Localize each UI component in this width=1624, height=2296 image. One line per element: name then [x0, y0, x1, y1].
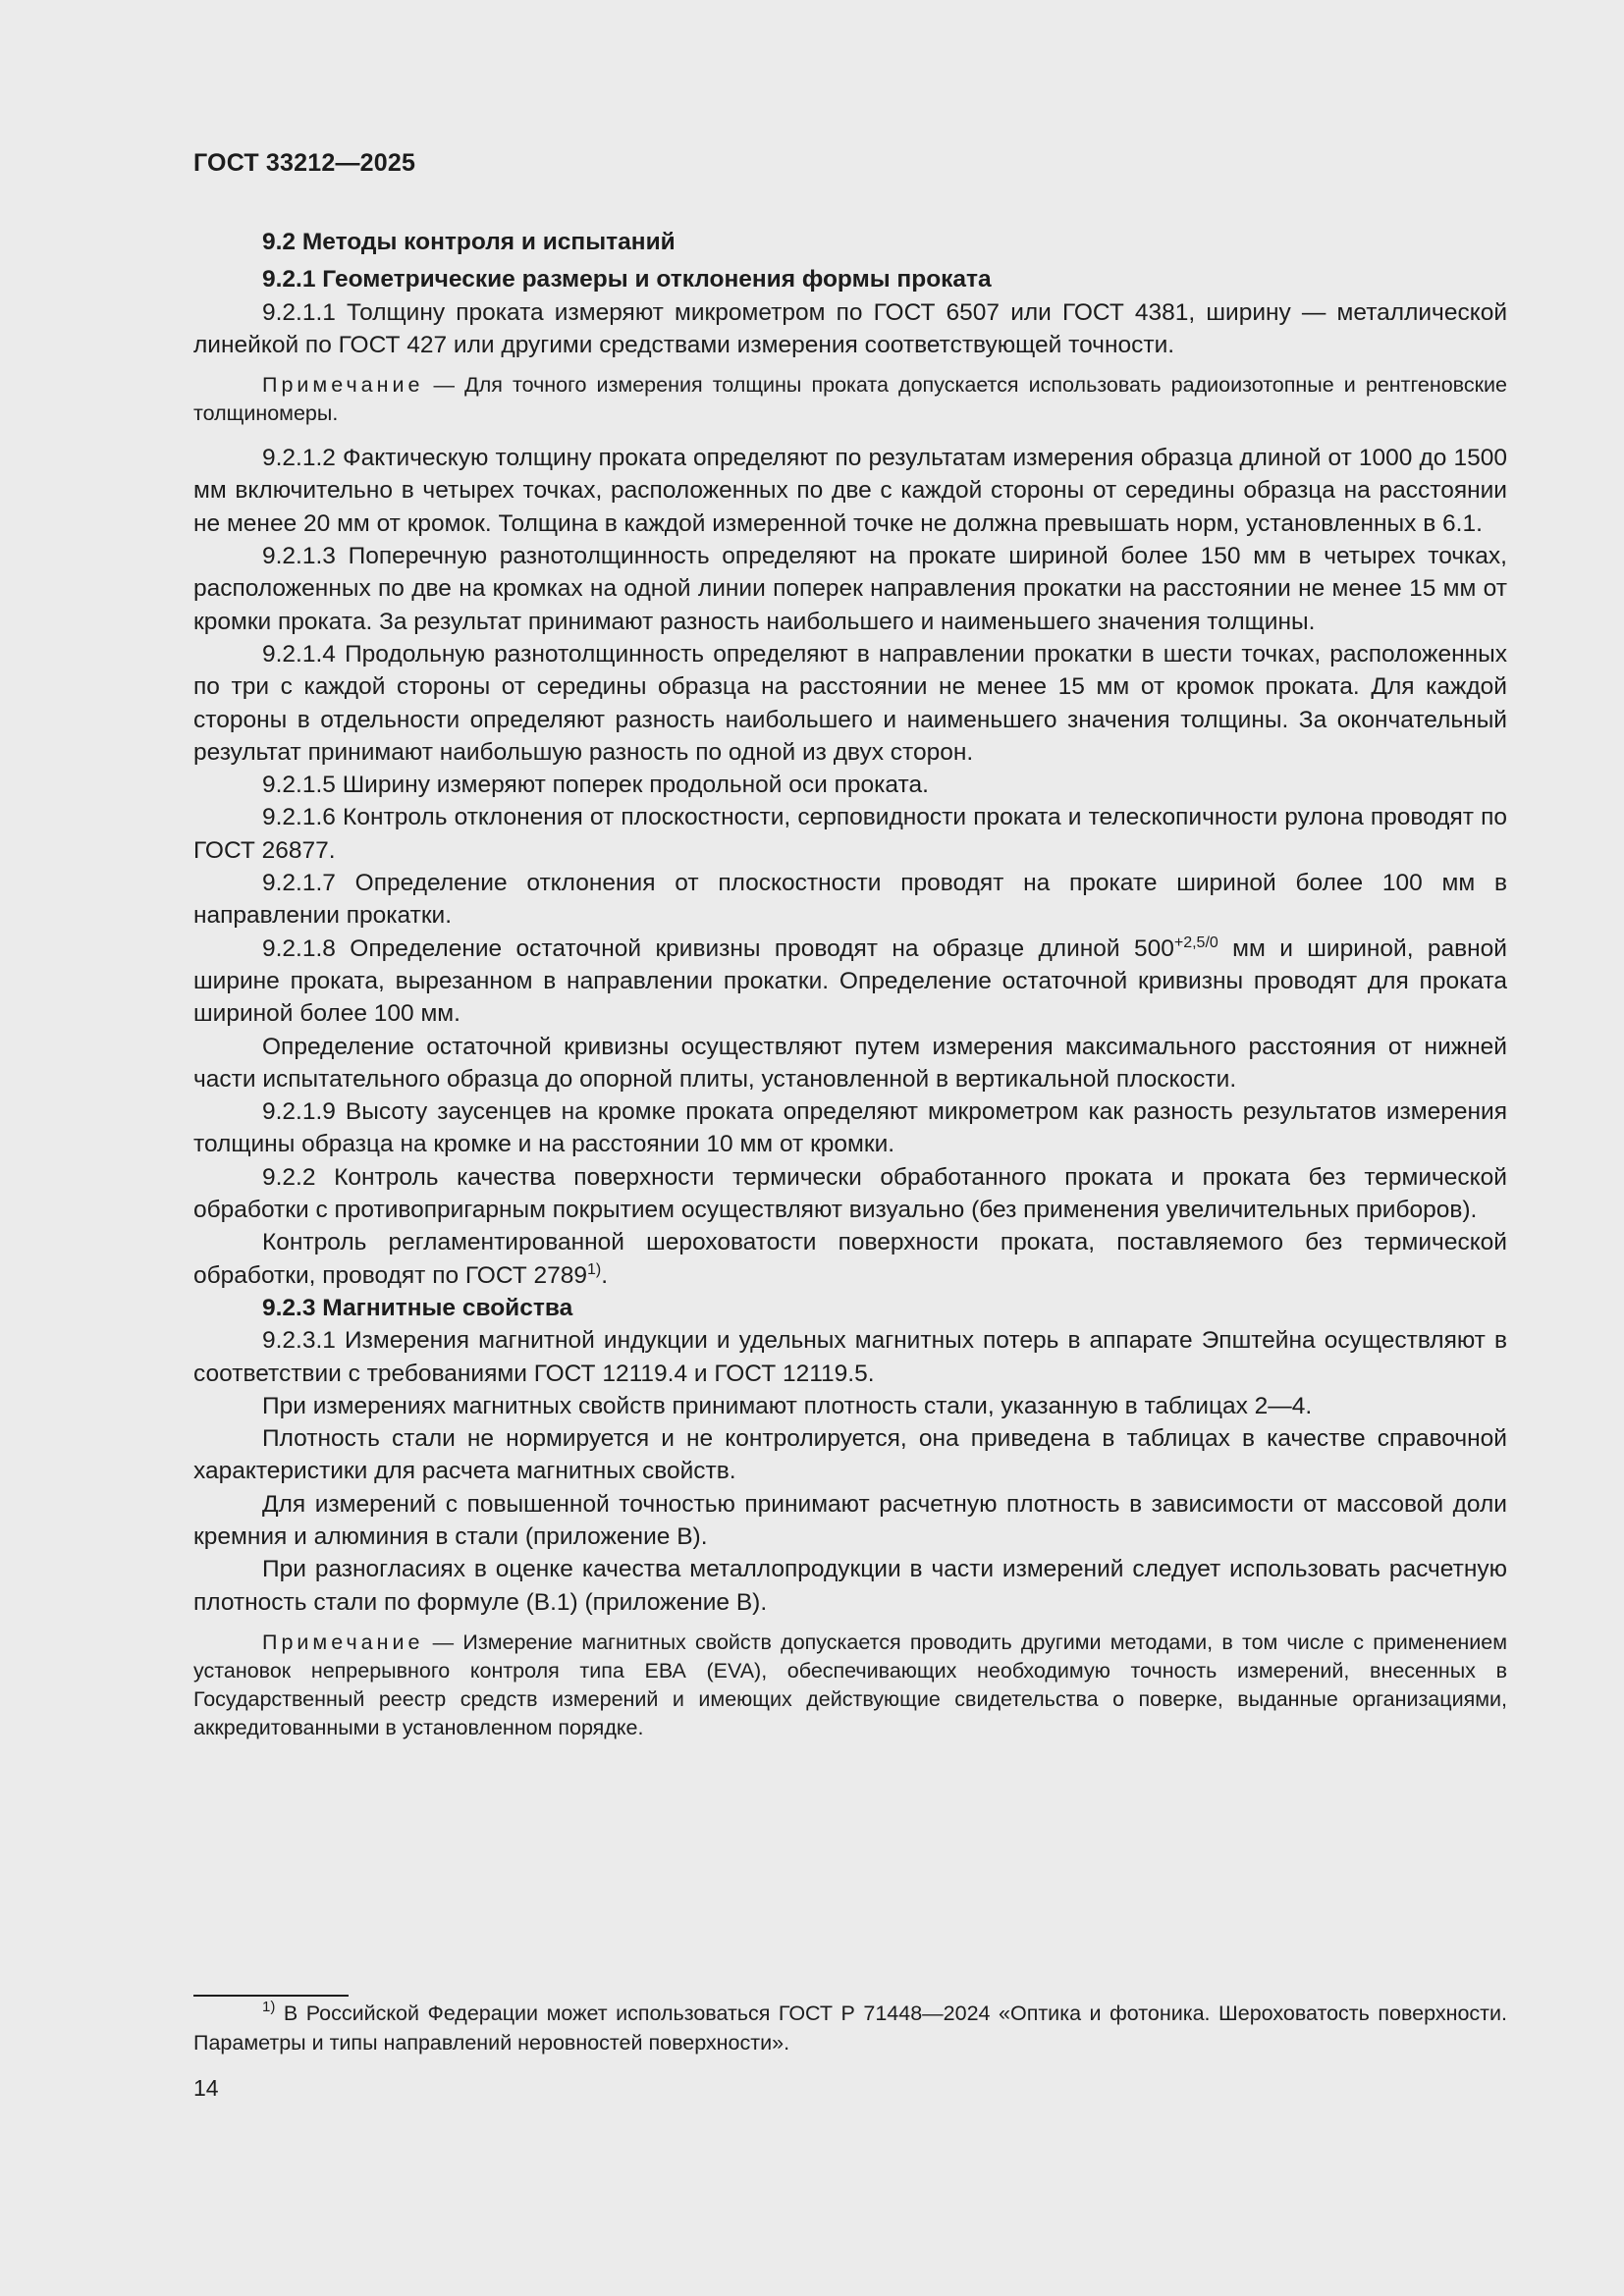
paragraph-9-2-2: 9.2.2 Контроль качества поверхности термически обработанного проката и проката без термической обработки с противопригарным покрытием осуществляют визуально (без применения увеличительных приборов).	[193, 1163, 1507, 1224]
paragraph-9-2-1-5: 9.2.1.5 Ширину измеряют поперек продольной оси проката.	[262, 772, 929, 799]
footnote-reference: 1)	[587, 1260, 602, 1278]
paragraph-9-2-1-8-end: мм и шириной, равной ширине проката, вырезанном в направлении прокатки. Определение остаточной кривизны проводят для проката шириной более 100 мм.	[193, 934, 1507, 1028]
paragraph-9-2-1-3: 9.2.1.3 Поперечную разнотолщинность определяют на прокате шириной более 150 мм в четырех точках, расположенных по две на кромках на одной линии поперек направления прокатки на расстоянии не менее 15 мм от кромки проката. За результат принимают разность наибольшего и наименьшего значения толщины.	[193, 543, 1507, 635]
paragraph-disagreements: При разногласиях в оценке качества металлопродукции в части измерений следует использовать расчетную плотность стали по формуле (В.1) (приложение В).	[193, 1556, 1507, 1616]
paragraph-9-2-1-6: 9.2.1.6 Контроль отклонения от плоскостности, серповидности проката и телескопичности рулона проводят по ГОСТ 26877.	[193, 804, 1507, 864]
paragraph-9-2-1-7: 9.2.1.7 Определение отклонения от плоскостности проводят на прокате шириной более 100 мм в направлении прокатки.	[193, 870, 1507, 930]
section-heading-9-2-1: 9.2.1 Геометрические размеры и отклонения формы проката	[262, 266, 992, 294]
paragraph-roughness-control	[193, 1226, 1507, 1292]
paragraph-9-2-1-2: 9.2.1.2 Фактическую толщину проката определяют по результатам измерения образца длиной от 1000 до 1500 мм включительно в четырех точках, расположенных по две с каждой стороны от середины образца на расстоянии не менее 20 мм от кромок. Толщина в каждой измеренной точке не должна превышать норм, установленных в 6.1.	[193, 445, 1507, 537]
page-number: 14	[193, 2075, 219, 2101]
section-heading-9-2: 9.2 Методы контроля и испытаний	[262, 229, 676, 255]
document-header: ГОСТ 33212—2025	[193, 149, 416, 177]
paragraph-9-2-1-8-start: 9.2.1.8 Определение остаточной кривизны проводят на образце длиной 500	[262, 934, 1174, 962]
paragraph-9-2-1-8	[193, 933, 1507, 1031]
note-label: Примечание	[262, 1629, 424, 1654]
paragraph-residual-curvature: Определение остаточной кривизны осуществляют путем измерения максимального расстояния от нижней части испытательного образца до опорной плиты, установленной в вертикальной плоскости.	[193, 1033, 1507, 1093]
note-magnetic-methods	[193, 1629, 1507, 1742]
note-dash: —	[423, 1629, 463, 1654]
footnote-marker: 1)	[262, 1999, 276, 2015]
footnote-separator	[193, 1995, 349, 1997]
section-heading-9-2-3: 9.2.3 Магнитные свойства	[262, 1294, 573, 1321]
note-thickness-gauges	[193, 371, 1507, 428]
note-dash: —	[423, 373, 465, 398]
footnote-text: В Российской Федерации может использоваться ГОСТ Р 71448—2024 «Оптика и фотоника. Шероховатость поверхности. Параметры и типы направлений неровностей поверхности».	[193, 2002, 1507, 2055]
footnote	[193, 1999, 1507, 2057]
paragraph-9-2-1-4: 9.2.1.4 Продольную разнотолщинность определяют в направлении прокатки в шести точках, расположенных по три с каждой стороны от середины образца на расстоянии не менее 15 мм от кромок проката. Для каждой стороны в отдельности определяют разность наибольшего и наименьшего значения толщины. За окончательный результат принимают наибольшую разность по одной из двух сторон.	[193, 640, 1507, 766]
tolerance-superscript: +2,5/0	[1173, 934, 1218, 951]
note-text: Измерение магнитных свойств допускается проводить другими методами, в том числе с применением установок непрерывного контроля типа ЕВА (EVA), обеспечивающих необходимую точность измерений, внесенных в Государственный реестр средств измерений и имеющих действующие свидетельства о поверке, выданные организациями, аккредитованными в установленном порядке.	[193, 1629, 1507, 1739]
paragraph-high-accuracy: Для измерений с повышенной точностью принимают расчетную плотность в зависимости от массовой доли кремния и алюминия в стали (приложение В).	[193, 1490, 1507, 1550]
roughness-text: Контроль регламентированной шероховатости поверхности проката, поставляемого без термической обработки, проводят по ГОСТ 2789	[193, 1229, 1507, 1289]
paragraph-steel-density: При измерениях магнитных свойств принимают плотность стали, указанную в таблицах 2—4.	[262, 1392, 1313, 1419]
note-text: Для точного измерения толщины проката допускается использовать радиоизотопные и рентгеновские толщиномеры.	[193, 373, 1507, 426]
roughness-text-end: .	[601, 1261, 609, 1289]
paragraph-9-2-3-1: 9.2.3.1 Измерения магнитной индукции и удельных магнитных потерь в аппарате Эпштейна осуществляют в соответствии с требованиями ГОСТ 12119.4 и ГОСТ 12119.5.	[193, 1327, 1507, 1387]
note-label: Примечание	[262, 373, 424, 398]
paragraph-density-reference: Плотность стали не нормируется и не контролируется, она приведена в таблицах в качестве справочной характеристики для расчета магнитных свойств.	[193, 1425, 1507, 1485]
page-content	[193, 226, 1507, 1756]
paragraph-9-2-1-9: 9.2.1.9 Высоту заусенцев на кромке проката определяют микрометром как разность результатов измерения толщины образца на кромке и на расстоянии 10 мм от кромки.	[193, 1098, 1507, 1158]
paragraph-9-2-1-1: 9.2.1.1 Толщину проката измеряют микрометром по ГОСТ 6507 или ГОСТ 4381, ширину — металлической линейкой по ГОСТ 427 или другими средствами измерения соответствующей точности.	[193, 298, 1507, 358]
